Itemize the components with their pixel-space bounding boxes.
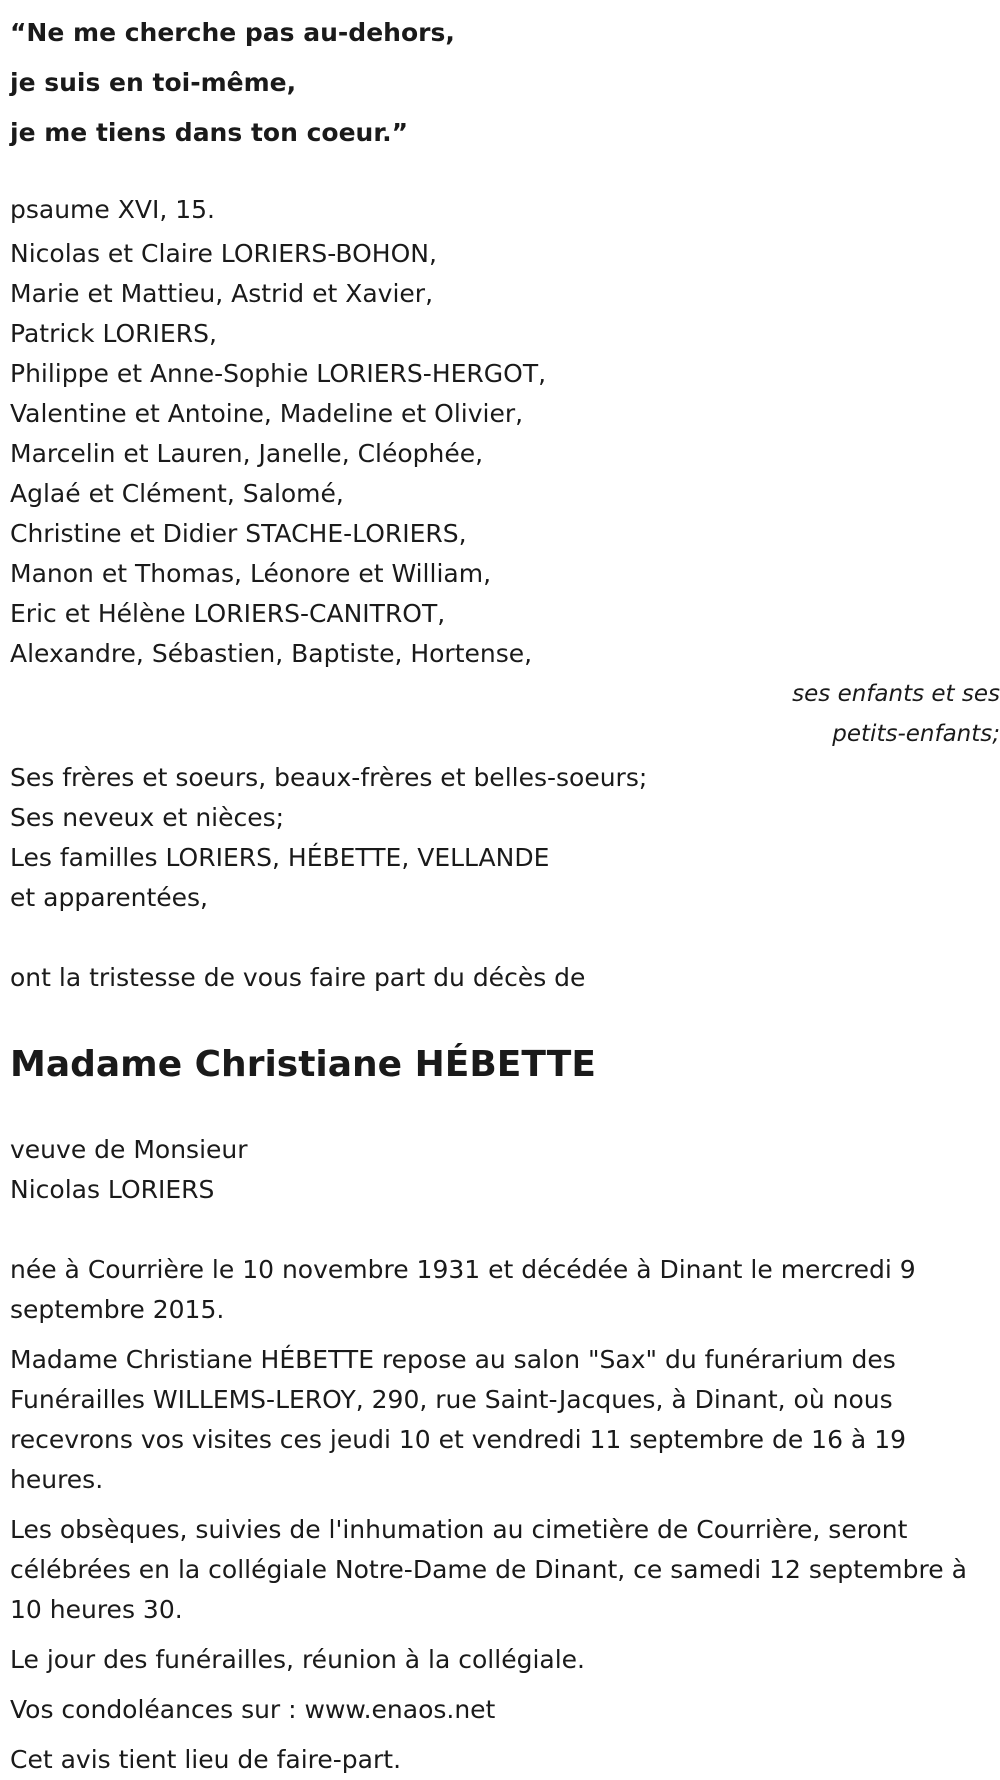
family-line: Nicolas et Claire LORIERS-BOHON, [10, 239, 437, 268]
visitation-info: Madame Christiane HÉBETTE repose au salon "Sax" du funérarium des Funérailles WILLEMS-LEROY, 290, rue Saint-Jacques, à Dinant, où nous recevrons vos visites ces jeudi 10 et vendredi 11 septembre de 16 à 19 heures. [10, 1345, 907, 1494]
quote-line: je me tiens dans ton coeur.” [10, 118, 409, 147]
condolences-info: Vos condoléances sur : www.enaos.net [10, 1695, 496, 1724]
quote-source: psaume XVI, 15. [10, 195, 215, 224]
birth-death-dates: née à Courrière le 10 novembre 1931 et décédée à Dinant le mercredi 9 septembre 2015. [10, 1255, 916, 1324]
family-role-line: petits-enfants; [832, 721, 1000, 747]
relatives-line: Les familles LORIERS, HÉBETTE, VELLANDE [10, 843, 550, 872]
family-line: Alexandre, Sébastien, Baptiste, Hortense, [10, 639, 533, 668]
family-list [10, 234, 990, 674]
family-line: Christine et Didier STACHE-LORIERS, [10, 519, 467, 548]
family-role [10, 674, 1000, 754]
meeting-info: Le jour des funérailles, réunion à la collégiale. [10, 1645, 585, 1674]
funeral-info: Les obsèques, suivies de l'inhumation au cimetière de Courrière, seront célébrées en la collégiale Notre-Dame de Dinant, ce samedi 12 septembre à 10 heures 30. [10, 1515, 967, 1624]
notice-statement: Cet avis tient lieu de faire-part. [10, 1745, 402, 1774]
family-line: Eric et Hélène LORIERS-CANITROT, [10, 599, 446, 628]
death-notice [10, 0, 1000, 1780]
relatives-list [10, 758, 990, 918]
family-line: Philippe et Anne-Sophie LORIERS-HERGOT, [10, 359, 547, 388]
widow-line: Nicolas LORIERS [10, 1175, 215, 1204]
family-line: Marcelin et Lauren, Janelle, Cléophée, [10, 439, 484, 468]
family-line: Aglaé et Clément, Salomé, [10, 479, 344, 508]
family-line: Manon et Thomas, Léonore et William, [10, 559, 492, 588]
quote-line: “Ne me cherche pas au-dehors, [10, 18, 455, 47]
quote-line: je suis en toi-même, [10, 68, 297, 97]
relatives-line: Ses frères et soeurs, beaux-frères et belles-soeurs; [10, 763, 648, 792]
family-role-line: ses enfants et ses [792, 681, 1000, 707]
family-line: Patrick LORIERS, [10, 319, 217, 348]
announcement-intro: ont la tristesse de vous faire part du décès de [10, 963, 586, 992]
epigraph-quote [10, 0, 990, 158]
family-line: Marie et Mattieu, Astrid et Xavier, [10, 279, 434, 308]
relatives-line: et apparentées, [10, 883, 208, 912]
widow-of [10, 1130, 990, 1210]
deceased-name: Madame Christiane HÉBETTE [10, 1044, 596, 1085]
widow-line: veuve de Monsieur [10, 1135, 248, 1164]
relatives-line: Ses neveux et nièces; [10, 803, 285, 832]
family-line: Valentine et Antoine, Madeline et Olivier, [10, 399, 524, 428]
